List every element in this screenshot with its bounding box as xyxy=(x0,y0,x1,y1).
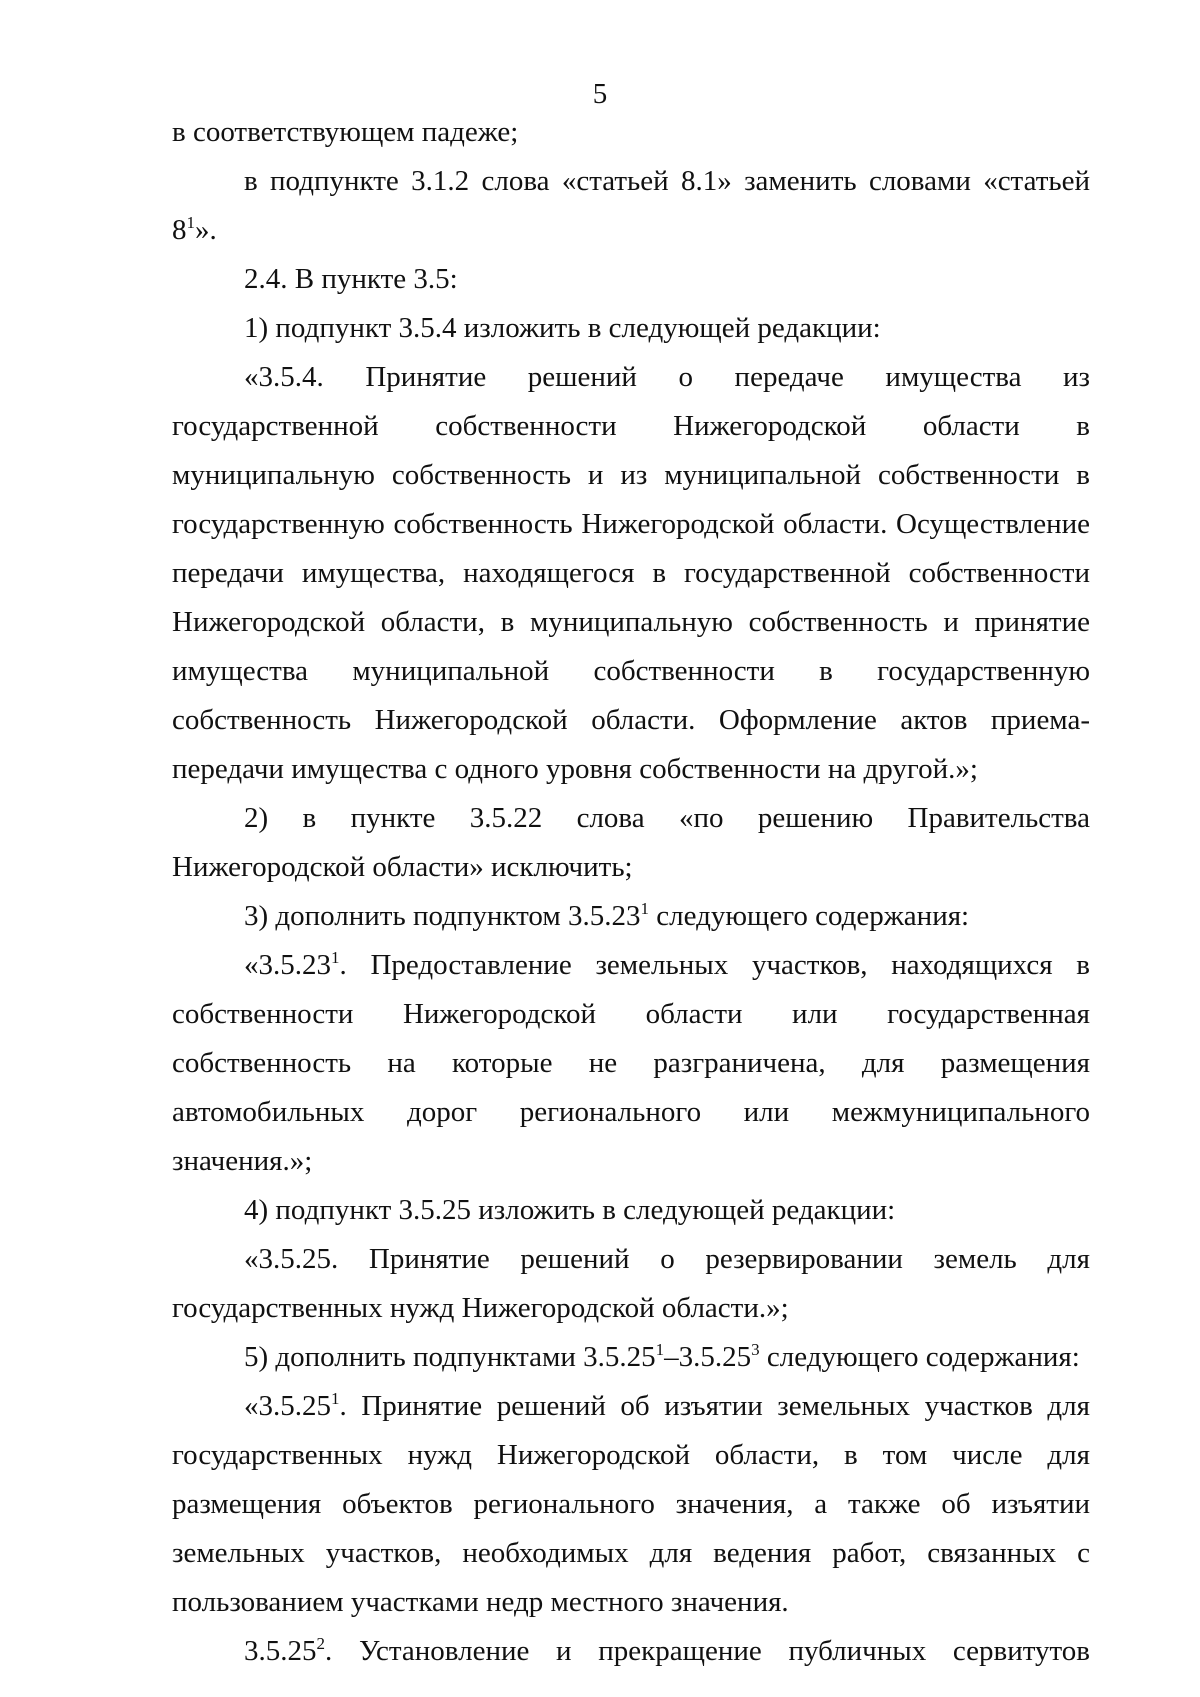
paragraph-text: «3.5.23 xyxy=(244,949,331,981)
superscript: 2 xyxy=(316,1634,325,1653)
paragraph-text: 1) подпункт 3.5.4 изложить в следующей редакции: xyxy=(244,312,881,344)
paragraph xyxy=(172,255,1090,304)
paragraph-text: следующего содержания: xyxy=(759,1341,1080,1373)
paragraph xyxy=(172,304,1090,353)
paragraph-text: 2) в пункте 3.5.22 слова «по решению Правительства Нижегородской области» исключить; xyxy=(172,802,1090,883)
superscript: 1 xyxy=(655,1340,665,1359)
paragraph-text: 2.4. В пункте 3.5: xyxy=(244,263,458,295)
paragraph xyxy=(172,1186,1090,1235)
paragraph-text: . Установление и прекращение публичных сервитутов xyxy=(325,1635,1090,1667)
paragraph-text: «3.5.25. Принятие решений о резервировании земель для государственных нужд Нижегородской области.»; xyxy=(172,1243,1090,1324)
paragraph-text: 3) дополнить подпунктом 3.5.23 xyxy=(244,900,641,932)
paragraph xyxy=(172,1235,1090,1333)
paragraph-text: в подпункте 3.1.2 слова «статьей 8.1» заменить словами «статьей 8 xyxy=(172,165,1090,246)
paragraph xyxy=(172,1627,1090,1676)
paragraph-text: . Предоставление земельных участков, находящихся в собственности Нижегородской области или государственная собственность на которые не разграничена, для размещения автомобильных дорог регионального или межмуниципального значения.»; xyxy=(172,949,1090,1177)
paragraph-text: . Принятие решений об изъятии земельных участков для государственных нужд Нижегородской области, в том числе для размещения объектов регионального значения, а также об изъятии земельных участков, необходимых для ведения работ, связанных с пользованием участками недр местного значения. xyxy=(172,1390,1090,1618)
paragraph xyxy=(172,108,1090,157)
paragraph-text: «3.5.25 xyxy=(244,1390,331,1422)
paragraph-text: 5) дополнить подпунктами 3.5.25 xyxy=(244,1341,656,1373)
superscript: 1 xyxy=(331,1389,340,1408)
paragraph xyxy=(172,157,1090,255)
paragraph xyxy=(172,794,1090,892)
superscript: 3 xyxy=(751,1340,760,1359)
paragraph-text: 3.5.25 xyxy=(244,1635,317,1667)
paragraph-text: ». xyxy=(195,214,217,246)
paragraph xyxy=(172,1382,1090,1627)
paragraph xyxy=(172,1333,1090,1382)
paragraph-text: «3.5.4. Принятие решений о передаче имущества из государственной собственности Нижегородской области в муниципальную собственность и из муниципальной собственности в государственную собственность Нижегородской области. Осуществление передачи имущества, находящегося в государственной собственности Нижегородской области, в муниципальную собственность и принятие имущества муниципальной собственности в государственную собственность Нижегородской области. Оформление актов приема-передачи имущества с одного уровня собственности на другой.»; xyxy=(172,361,1090,785)
document-body xyxy=(172,108,1090,1676)
superscript: 1 xyxy=(186,213,195,232)
paragraph-text: в соответствующем падеже; xyxy=(172,116,519,148)
paragraph-text: 4) подпункт 3.5.25 изложить в следующей редакции: xyxy=(244,1194,896,1226)
paragraph-text: следующего содержания: xyxy=(648,900,970,932)
superscript: 1 xyxy=(640,899,649,918)
paragraph xyxy=(172,353,1090,794)
paragraph-text: –3.5.25 xyxy=(664,1341,752,1373)
paragraph xyxy=(172,941,1090,1186)
paragraph xyxy=(172,892,1090,941)
page-number: 5 xyxy=(592,78,608,110)
superscript: 1 xyxy=(331,948,340,967)
